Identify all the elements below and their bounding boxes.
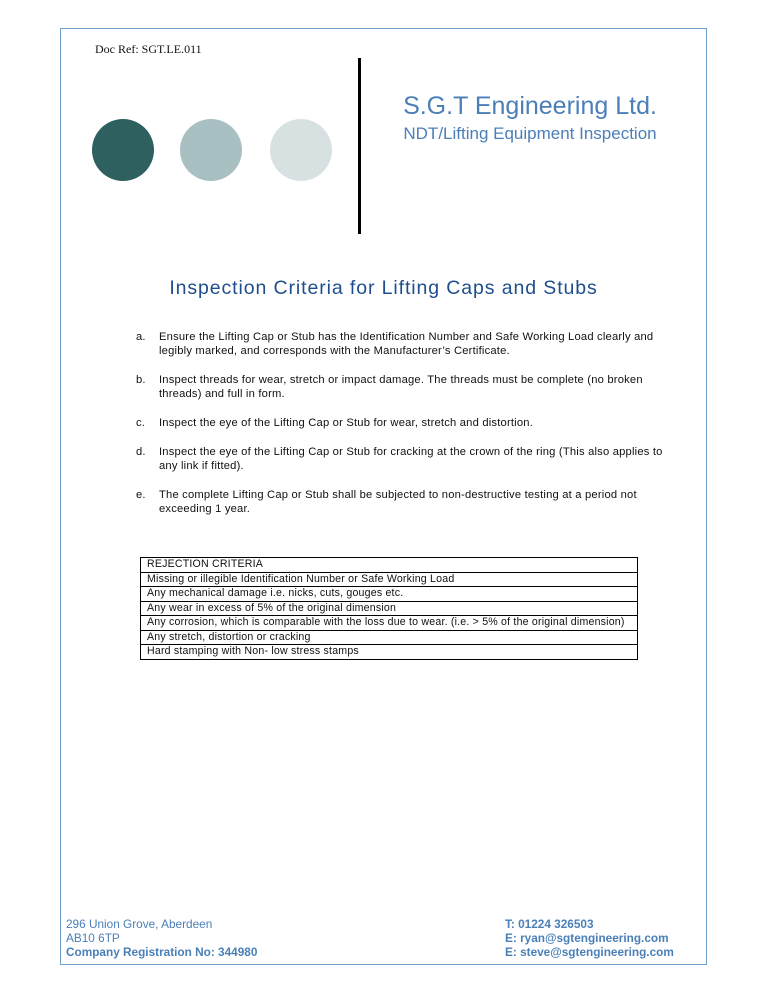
address-line-2: AB10 6TP — [66, 931, 120, 945]
footer-address — [66, 917, 257, 959]
company-registration: Company Registration No: 344980 — [66, 945, 258, 959]
criteria-marker: b. — [136, 374, 146, 386]
table-row — [141, 616, 638, 631]
table-cell: Any stretch, distortion or cracking — [141, 630, 638, 645]
criteria-marker: a. — [136, 331, 146, 343]
table-row — [141, 572, 638, 587]
criteria-marker: d. — [136, 446, 146, 458]
criteria-item — [136, 488, 668, 516]
contact-email-ryan[interactable]: E: ryan@sgtengineering.com — [505, 931, 669, 945]
table-row — [141, 645, 638, 660]
criteria-item — [136, 416, 668, 430]
criteria-text: Inspect the eye of the Lifting Cap or Stub for wear, stretch and distortion. — [159, 417, 534, 429]
criteria-text: Inspect the eye of the Lifting Cap or Stub for cracking at the crown of the ring (This also applies to any link if fitted). — [159, 446, 663, 472]
criteria-text: The complete Lifting Cap or Stub shall be subjected to non-destructive testing at a period not exceeding 1 year. — [159, 489, 637, 515]
logo-circle-mid — [180, 119, 242, 181]
document-title: Inspection Criteria for Lifting Caps and Stubs — [169, 277, 598, 299]
criteria-item — [136, 330, 668, 358]
address-line-1: 296 Union Grove, Aberdeen — [66, 917, 213, 931]
doc-reference: Doc Ref: SGT.LE.011 — [95, 42, 202, 56]
table-row — [141, 587, 638, 602]
contact-email-steve[interactable]: E: steve@sgtengineering.com — [505, 945, 674, 959]
logo-circle-light — [270, 119, 332, 181]
footer-contact — [505, 917, 674, 959]
criteria-marker: c. — [136, 417, 146, 429]
contact-phone: T: 01224 326503 — [505, 917, 594, 931]
table-cell: Any wear in excess of 5% of the original dimension — [141, 601, 638, 616]
table-row — [141, 601, 638, 616]
table-cell: Missing or illegible Identification Number or Safe Working Load — [141, 572, 638, 587]
criteria-item — [136, 445, 668, 473]
table-cell: Any mechanical damage i.e. nicks, cuts, gouges etc. — [141, 587, 638, 602]
table-header-row — [141, 558, 638, 573]
rejection-criteria-table — [140, 557, 638, 660]
table-cell: Any corrosion, which is comparable with the loss due to wear. (i.e. > 5% of the original dimension) — [141, 616, 638, 631]
criteria-item — [136, 373, 668, 401]
criteria-text: Inspect threads for wear, stretch or impact damage. The threads must be complete (no broken threads) and full in form. — [159, 374, 643, 400]
criteria-marker: e. — [136, 489, 146, 501]
table-row — [141, 630, 638, 645]
company-name: S.G.T Engineering Ltd. — [403, 92, 657, 120]
logo-circle-dark — [92, 119, 154, 181]
table-header-cell: REJECTION CRITERIA — [141, 558, 638, 573]
criteria-text: Ensure the Lifting Cap or Stub has the Identification Number and Safe Working Load clearly and legibly marked, and corresponds with the Manufacturer’s Certificate. — [159, 331, 654, 357]
header-divider — [358, 58, 361, 234]
inspection-criteria-list — [136, 330, 668, 531]
table-cell: Hard stamping with Non- low stress stamps — [141, 645, 638, 660]
company-subtitle: NDT/Lifting Equipment Inspection — [403, 124, 657, 143]
